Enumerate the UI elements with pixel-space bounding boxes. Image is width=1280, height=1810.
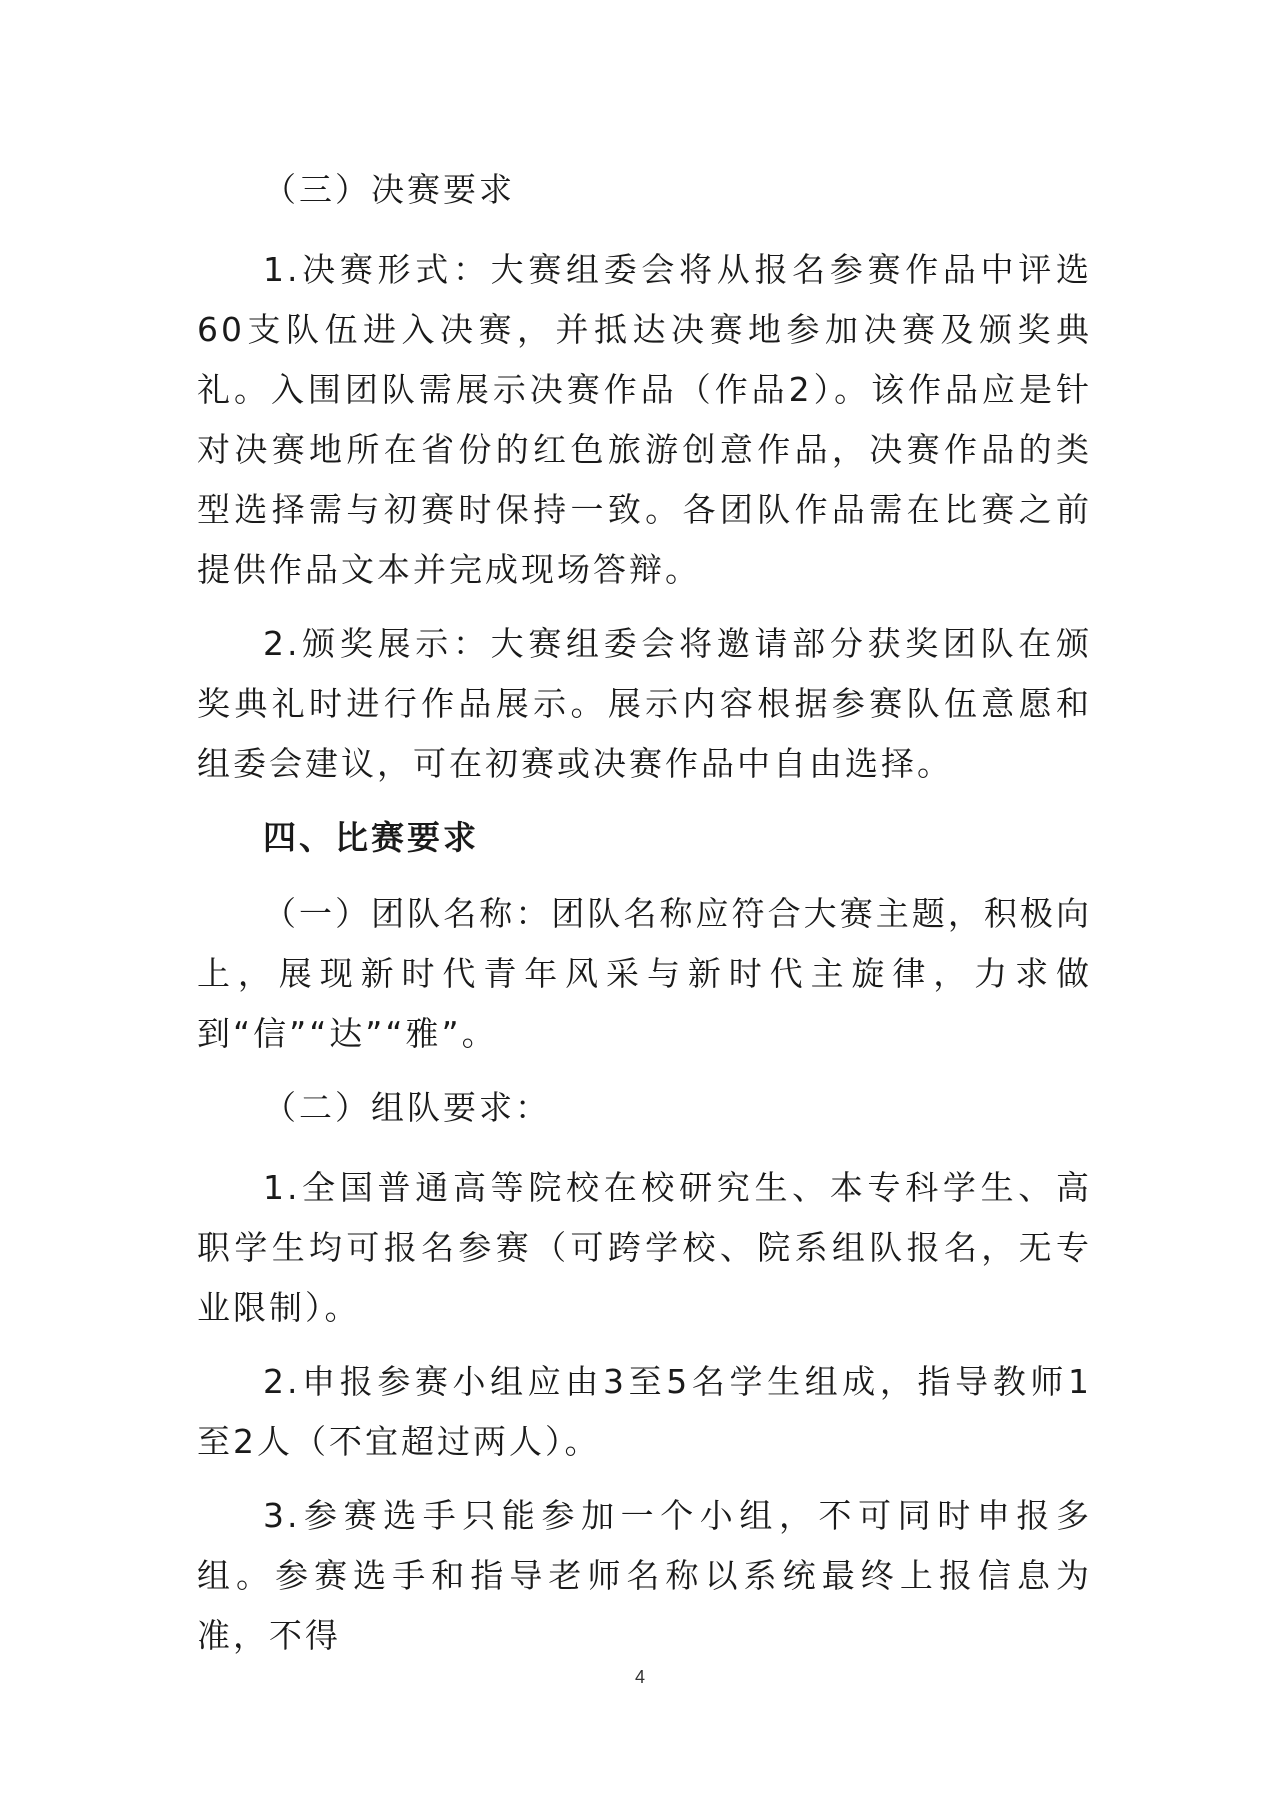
- paragraph-final-format: 1.决赛形式：大赛组委会将从报名参赛作品中评选60支队伍进入决赛，并抵达决赛地参加决赛及颁奖典礼。入围团队需展示决赛作品（作品2）。该作品应是针对决赛地所在省份的红色旅游创意作品，决赛作品的类型选择需与初赛时保持一致。各团队作品需在比赛之前提供作品文本并完成现场答辩。: [197, 250, 1092, 589]
- page-number: 4: [634, 1667, 645, 1687]
- section-heading-team-formation: （二）组队要求：: [263, 1088, 551, 1127]
- paragraph-team-name: （一）团队名称：团队名称应符合大赛主题，积极向上，展现新时代青年风采与新时代主旋律，力求做到“信”“达”“雅”。: [197, 894, 1092, 1053]
- paragraph-eligibility: 1.全国普通高等院校在校研究生、本专科学生、高职学生均可报名参赛（可跨学校、院系组队报名，无专业限制）。: [197, 1168, 1092, 1327]
- section-heading-competition-requirements: 四、比赛要求: [263, 818, 479, 857]
- paragraph-award-display: 2.颁奖展示：大赛组委会将邀请部分获奖团队在颁奖典礼时进行作品展示。展示内容根据参赛队伍意愿和组委会建议，可在初赛或决赛作品中自由选择。: [197, 624, 1092, 783]
- document-body: [197, 160, 1092, 1680]
- paragraph-single-team-rule: 3.参赛选手只能参加一个小组，不可同时申报多组。参赛选手和指导老师名称以系统最终上报信息为准，不得: [197, 1496, 1092, 1655]
- section-heading-final-requirements: （三）决赛要求: [263, 170, 515, 209]
- paragraph-team-size: 2.申报参赛小组应由3至5名学生组成，指导教师1至2人（不宜超过两人）。: [197, 1362, 1092, 1461]
